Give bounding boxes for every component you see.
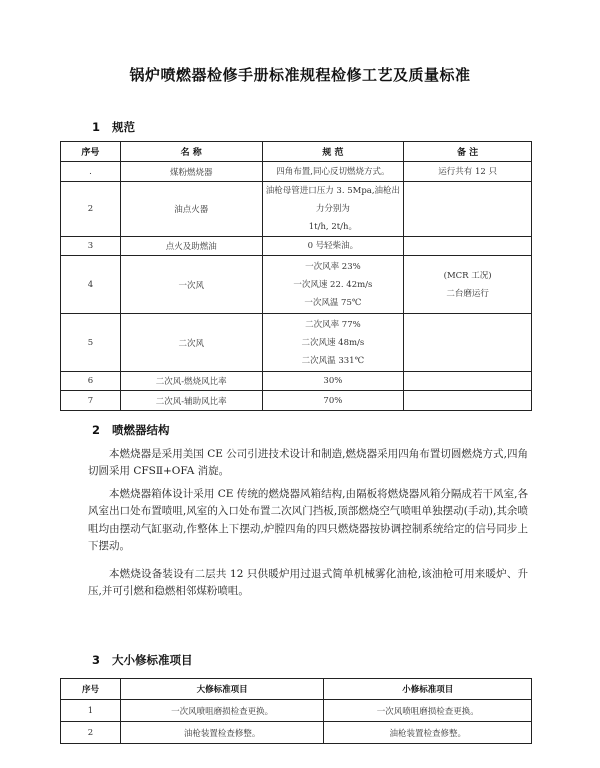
row-major-item: 一次风喷咀磨损检查更换。 — [120, 700, 324, 722]
row-note — [404, 182, 532, 237]
table-row — [61, 162, 532, 182]
spec-line: 二次风率 77% — [305, 319, 361, 330]
spec-line: 一次风率 23% — [305, 261, 361, 272]
spec-line: 二次风速 48m/s — [301, 337, 365, 348]
spec-line: 油枪母管进口压力 3. 5Mpa,油枪出力分别为 — [265, 186, 401, 214]
repair-col-minor: 小修标准项目 — [324, 679, 532, 700]
table-row — [61, 237, 532, 256]
section-3-title: 大小修标准项目 — [112, 653, 193, 667]
row-number: 6 — [61, 372, 121, 391]
spec-line: 70% — [323, 395, 343, 406]
row-note — [404, 256, 532, 314]
row-number: 3 — [61, 237, 121, 256]
repair-col-major: 大修标准项目 — [120, 679, 324, 700]
repair-table — [60, 678, 532, 744]
spec-col-no: 序号 — [61, 142, 121, 162]
table-row — [61, 391, 532, 411]
row-spec — [262, 237, 404, 256]
row-name: 二次风-辅助风比率 — [120, 391, 262, 411]
table-row — [61, 182, 532, 237]
section-2-title: 喷燃器结构 — [112, 423, 170, 437]
note-line: 运行共有 12 只 — [438, 166, 497, 177]
note-line: 二台磨运行 — [446, 288, 489, 299]
repair-col-no: 序号 — [61, 679, 121, 700]
row-number: 5 — [61, 314, 121, 372]
row-note — [404, 162, 532, 182]
row-number: . — [61, 162, 121, 182]
table-row — [61, 372, 532, 391]
paragraph-1: 本燃烧器是采用美国 CE 公司引进技术设计和制造,燃烧器采用四角布置切圆燃烧方式,四角切圆采用 CFSⅡ+OFA 消旋。 — [88, 448, 528, 478]
spec-line: 一次风速 22. 42m/s — [293, 279, 373, 290]
section-3-number: 3 — [92, 653, 101, 667]
row-note — [404, 237, 532, 256]
spec-table — [60, 141, 532, 411]
spec-line: 一次风温 75℃ — [304, 297, 362, 308]
row-name: 二次风 — [120, 314, 262, 372]
row-spec — [262, 372, 404, 391]
row-name: 点火及助燃油 — [120, 237, 262, 256]
section-1-heading — [92, 119, 135, 135]
table-row — [61, 314, 532, 372]
row-name: 煤粉燃烧器 — [120, 162, 262, 182]
section-1-number: 1 — [92, 120, 101, 134]
paragraph-3: 本燃烧设备装设有二层共 12 只供暖炉用过退式简单机械雾化油枪,该油枪可用来暖炉、升压,并可引燃和稳燃相邻煤粉喷咀。 — [88, 568, 528, 598]
spec-line: 30% — [323, 376, 343, 386]
row-spec — [262, 162, 404, 182]
table-row — [61, 700, 532, 722]
row-minor-item: 油枪装置检查修整。 — [324, 722, 532, 744]
row-name: 油点火器 — [120, 182, 262, 237]
section-3-heading — [92, 652, 193, 668]
row-note — [404, 314, 532, 372]
spec-table-header-row — [61, 142, 532, 162]
section-1-title: 规范 — [112, 120, 135, 134]
row-note — [404, 372, 532, 391]
section-2-number: 2 — [92, 423, 101, 437]
spec-line: 二次风温 331℃ — [301, 355, 365, 366]
row-number: 2 — [61, 722, 121, 744]
row-spec — [262, 182, 404, 237]
spec-line: 1t/h, 2t/h。 — [308, 222, 357, 232]
spec-col-note: 备 注 — [404, 142, 532, 162]
section-2-heading — [92, 422, 170, 438]
row-number: 4 — [61, 256, 121, 314]
row-name: 一次风 — [120, 256, 262, 314]
table-row — [61, 256, 532, 314]
note-line: (MCR 工况) — [443, 270, 492, 281]
document-title: 锅炉喷燃器检修手册标准规程检修工艺及质量标准 — [129, 66, 471, 84]
paragraph-2: 本燃烧器箱体设计采用 CE 传统的燃烧器风箱结构,由隔板将燃烧器风箱分隔成若干风室,各风室出口处布置喷咀,风室的入口处布置二次风门挡板,顶部燃烧空气喷咀单独摆动(手动),其余喷咀均由摆动气缸驱动,作整体上下摆动,炉膛四角的四只燃烧器按协调控制系统给定的信号同步上下摆动。 — [88, 488, 528, 552]
row-spec — [262, 256, 404, 314]
row-name: 二次风-燃烧风比率 — [120, 372, 262, 391]
repair-table-header-row — [61, 679, 532, 700]
spec-col-name: 名 称 — [120, 142, 262, 162]
row-number: 2 — [61, 182, 121, 237]
row-spec — [262, 391, 404, 411]
row-minor-item: 一次风喷咀磨损检查更换。 — [324, 700, 532, 722]
row-note — [404, 391, 532, 411]
row-major-item: 油枪装置检查修整。 — [120, 722, 324, 744]
spec-line: 四角布置,同心反切燃烧方式。 — [276, 166, 390, 177]
row-spec — [262, 314, 404, 372]
row-number: 1 — [61, 700, 121, 722]
row-number: 7 — [61, 391, 121, 411]
spec-line: 0 号轻柴油。 — [307, 241, 359, 251]
spec-col-spec: 规 范 — [262, 142, 404, 162]
table-row — [61, 722, 532, 744]
